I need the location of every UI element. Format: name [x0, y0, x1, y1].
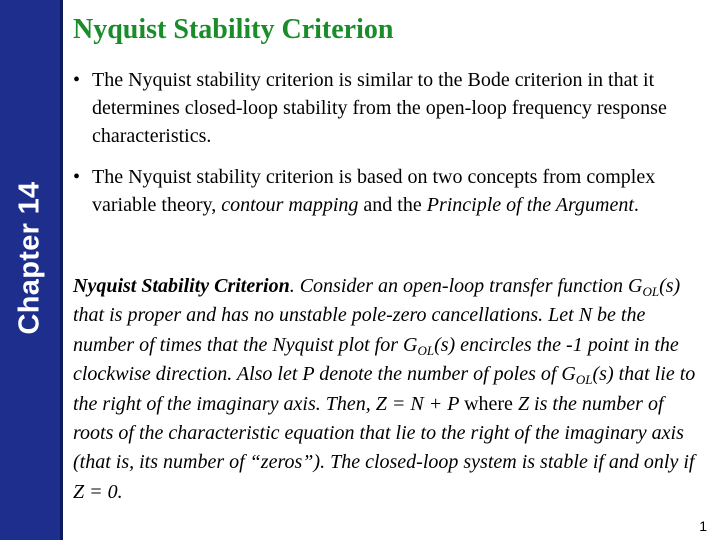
criterion-text: (s) encircles the -1 point in the clockwise direction. Also let P denote the number of poles of G [73, 333, 679, 386]
where-word: where [464, 392, 513, 415]
bullet-list [73, 66, 693, 232]
criterion-text: . Consider an open-loop transfer function G [289, 275, 643, 297]
bullet-item-bode [73, 66, 693, 150]
bullet-item-concepts [73, 163, 693, 219]
sidebar-divider [60, 0, 63, 540]
chapter-sidebar [0, 0, 60, 540]
slide-title: Nyquist Stability Criterion [73, 14, 394, 45]
emphasis-principle-of-argument: Principle of the Argument [426, 194, 634, 216]
subscript-ol: OL [417, 342, 435, 358]
criterion-paragraph [73, 272, 701, 507]
bullet-text: . [633, 194, 639, 216]
bullet-text: and the [358, 194, 427, 216]
emphasis-contour-mapping: contour mapping [221, 194, 359, 216]
slide-number: 1 [699, 518, 707, 534]
bullet-text: The Nyquist stability criterion is similar to the Bode criterion in that it determines closed-loop stability from the open-loop frequency response characteristics. [92, 69, 667, 147]
bullet-icon: • [73, 166, 81, 188]
subscript-ol: OL [642, 284, 660, 299]
subscript-ol: OL [575, 372, 593, 388]
criterion-text: (s) that lie to the right of the imaginary axis. Then, Z = N + P [73, 363, 696, 415]
chapter-label: Chapter 14 [13, 181, 46, 335]
criterion-heading: Nyquist Stability Criterion [73, 275, 290, 297]
criterion-text: Z is the number of roots of the characteristic equation that lie to the right of the imaginary axis ( [73, 392, 684, 474]
criterion-text: that is, its number of “zeros”). The closed-loop system is stable if and only if Z = 0. [73, 451, 695, 503]
bullet-icon: • [73, 69, 81, 91]
bullet-text: The Nyquist stability criterion is based on two concepts from complex variable theory, [92, 166, 656, 216]
criterion-text: (s) that is proper and has no unstable pole-zero cancellations. Let N be the number of times that the Nyquist plot for G [73, 275, 681, 356]
